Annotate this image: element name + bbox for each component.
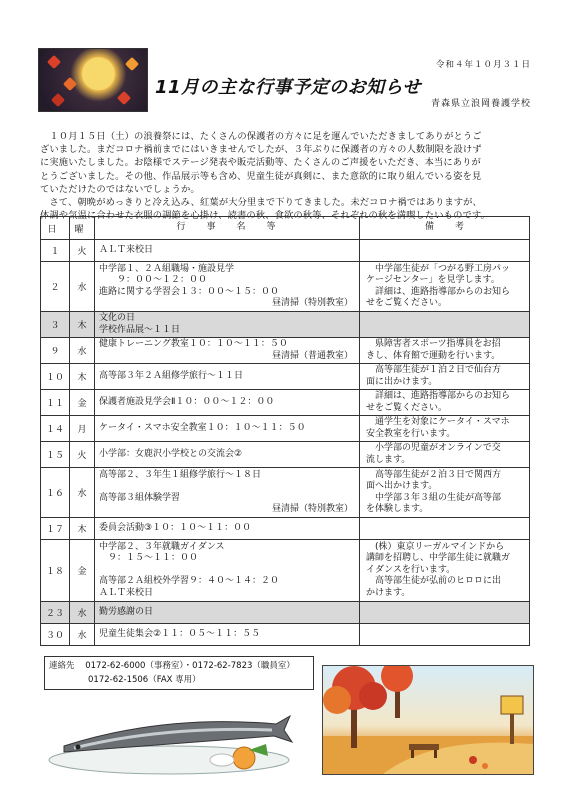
event-line: 昼清掃（特別教室） [271, 298, 353, 308]
cell-day: ３ [41, 312, 70, 338]
contact-box [44, 656, 314, 690]
note-line: 通学生を対象にケータイ・スマホ [366, 417, 510, 427]
note-line: 中学部生徒が「つがる野工房パッ [366, 263, 511, 274]
event-line: 高等部２、３年生１組修学旅行～１８日 [99, 469, 262, 480]
event-line: ケータイ・スマホ安全教室１０：１０～１１：５０ [99, 422, 306, 433]
note-line: きし、体育館で運動を行います。 [366, 350, 501, 361]
cell-weekday: 水 [70, 338, 95, 364]
event-line: 中学部２、３年就職ガイダンス [99, 541, 225, 552]
cell-weekday: 水 [70, 602, 95, 624]
note-line: 流します。 [366, 454, 411, 465]
intro-line: に実施いたしました。お陰様でステージ発表や販売活動等、たくさんのご声援をいただき、本当にありが [40, 157, 481, 169]
cell-event [95, 540, 360, 602]
cell-weekday: 水 [70, 468, 95, 518]
cell-note [360, 262, 530, 312]
table-row [41, 416, 530, 442]
intro-line: とうございました。その他、作品展示等も含め、児童生徒が真剣に、また意欲的に取り組んでいる姿を見 [40, 170, 482, 182]
header-day: 日 [41, 217, 70, 240]
cell-day: １５ [41, 442, 70, 468]
table-row [41, 338, 530, 364]
table-row [41, 602, 530, 624]
cell-weekday: 火 [70, 240, 95, 262]
cell-day: １０ [41, 364, 70, 390]
cell-day: １４ [41, 416, 70, 442]
autumn-moon-image [38, 48, 148, 112]
event-line: 文化の日 [99, 313, 136, 323]
event-line: 保護者施設見学会Ⅱ１０：００～１２：００ [99, 396, 275, 407]
table-row [41, 240, 530, 262]
cell-event [95, 312, 360, 338]
note-line: を体験します。 [366, 504, 429, 514]
cell-event [95, 390, 360, 416]
cell-weekday: 水 [70, 262, 95, 312]
cell-weekday: 木 [70, 364, 95, 390]
cell-day: １７ [41, 518, 70, 540]
cell-weekday: 月 [70, 416, 95, 442]
cell-weekday: 金 [70, 540, 95, 602]
cell-day: ２ [41, 262, 70, 312]
event-line: 昼清掃（特別教室） [271, 504, 353, 514]
table-row [41, 312, 530, 338]
event-line: 学校作品展～１１日 [99, 324, 181, 335]
cell-day: ３０ [41, 624, 70, 646]
cell-note [360, 364, 530, 390]
table-row [41, 390, 530, 416]
contact-label: 連絡先 [49, 661, 75, 671]
note-line: 詳細は、進路指導部からのお知ら [366, 391, 511, 401]
table-row [41, 442, 530, 468]
cell-note [360, 518, 530, 540]
intro-line: さて、朝晩がめっきりと冷え込み、紅葉が大分里まで下りてきました。未だコロナ禍ではありますが、 [40, 197, 482, 209]
contact-phone-1: 0172-62-6000（事務室）・0172-62-7823（職員室） [85, 661, 295, 671]
note-line: 詳細は、進路指導部からのお知ら [366, 286, 511, 297]
note-line: 県障害者スポーツ指導員をお招 [366, 339, 501, 349]
cell-note [360, 312, 530, 338]
table-row [41, 540, 530, 602]
cell-day: １ [41, 240, 70, 262]
note-line: 安全教室を行います。 [366, 428, 456, 439]
cell-event [95, 442, 360, 468]
cell-weekday: 金 [70, 390, 95, 416]
note-line: 講師を招聘し、中学部生徒に就職ガ [366, 553, 511, 564]
note-line: ケージセンター」を見学します。 [366, 275, 500, 285]
cell-event [95, 416, 360, 442]
cell-weekday: 木 [70, 518, 95, 540]
cell-event [95, 338, 360, 364]
cell-note [360, 468, 530, 518]
page-title: 11月の主な行事予定のお知らせ [155, 77, 422, 98]
intro-line: 体調や気温に合わせた衣服の調節を心掛け、読書の秋、食欲の秋等、それぞれの秋を満喫したいものです。 [40, 210, 490, 222]
cell-event [95, 240, 360, 262]
table-row [41, 518, 530, 540]
table-row [41, 364, 530, 390]
event-line: 勤労感謝の日 [99, 606, 154, 617]
cell-day: ２３ [41, 602, 70, 624]
header-note: 備 考 [360, 217, 530, 240]
grilled-saury-illustration [44, 700, 299, 778]
note-line: イダンスを行います。 [366, 564, 456, 575]
intro-line: ざいました。まだコロナ禍前までにはいきませんでしたが、３年ぶりに保護者の方々の人数制限を設けず [40, 144, 482, 156]
cell-event [95, 602, 360, 624]
cell-day: １１ [41, 390, 70, 416]
note-line: 面に出かけます。 [366, 376, 438, 387]
intro-text [40, 130, 530, 222]
cell-event [95, 364, 360, 390]
event-line: 健康トレーニング教室１０：１０～１１：５０ [99, 339, 288, 349]
schedule-table [40, 216, 530, 646]
event-line: 高等部３組体験学習 [99, 492, 181, 503]
cell-weekday: 水 [70, 624, 95, 646]
cell-note [360, 338, 530, 364]
event-line [99, 565, 359, 577]
intro-line: ていただけたのではないでしょうか。 [40, 183, 200, 195]
cell-event [95, 262, 360, 312]
table-header-row [41, 217, 530, 240]
cell-note [360, 602, 530, 624]
event-line: 中学部１、２Ａ組職場・施設見学 [99, 263, 235, 274]
event-line [99, 481, 359, 493]
note-line: 中学部３年３組の生徒が高等部 [366, 492, 502, 503]
note-line: 高等部生徒が１泊２日で仙台方 [366, 365, 502, 375]
cell-note [360, 390, 530, 416]
header-weekday: 曜 [70, 217, 95, 240]
cell-note [360, 540, 530, 602]
note-line: せをご覧ください。 [366, 298, 448, 308]
event-line: ９：００～１２：００ [99, 275, 208, 285]
note-line: 面へ出かけます。 [366, 481, 438, 491]
table-row [41, 262, 530, 312]
cell-day: １８ [41, 540, 70, 602]
cell-weekday: 火 [70, 442, 95, 468]
cell-note [360, 442, 530, 468]
school-name: 青森県立浪岡養護学校 [430, 99, 531, 109]
event-line: 児童生徒集会②１１：０５～１１：５５ [99, 628, 261, 639]
cell-note [360, 416, 530, 442]
table-row [41, 468, 530, 518]
event-line: 小学部：女鹿沢小学校との交流会② [99, 448, 243, 459]
cell-weekday: 木 [70, 312, 95, 338]
note-line: 高等部生徒が２泊３日で関西方 [366, 469, 502, 480]
note-line: 高等部生徒が弘前のヒロロに出 [366, 576, 502, 587]
event-line: 委員会活動③１０：１０～１１：００ [99, 522, 252, 533]
cell-event [95, 518, 360, 540]
event-line: ９：１５～１１：００ [99, 553, 199, 564]
cell-day: １６ [41, 468, 70, 518]
autumn-park-illustration [322, 665, 534, 775]
intro-line: １０月１５日（土）の浪養祭には、たくさんの保護者の方々に足を運んでいただきましてありがとうご [40, 131, 482, 142]
cell-note [360, 624, 530, 646]
event-line: 昼清掃（普通教室） [271, 350, 353, 361]
cell-note [360, 240, 530, 262]
event-line: ＡＬＴ来校日 [99, 587, 154, 598]
contact-phone-2: 0172-62-1506（FAX 専用） [88, 675, 201, 685]
event-line: 高等部３年２Ａ組修学旅行～１１日 [99, 370, 244, 381]
issue-date: 令和４年１０月３１日 [435, 60, 531, 70]
cell-event [95, 624, 360, 646]
cell-day: ９ [41, 338, 70, 364]
note-line: せをご覧ください。 [366, 402, 448, 413]
note-line: 小学部の児童がオンラインで交 [366, 443, 501, 453]
table-row [41, 624, 530, 646]
event-line: 進路に関する学習会１３：００～１５：００ [99, 286, 280, 297]
event-line: 高等部２Ａ組校外学習９：４０～１４：２０ [99, 576, 280, 587]
note-line: (株）東京リーガルマインドから [366, 541, 505, 552]
note-line: かけます。 [366, 587, 411, 598]
header-event: 行 事 名 等 [95, 217, 360, 240]
event-line: ＡＬＴ来校日 [99, 244, 154, 255]
cell-event [95, 468, 360, 518]
